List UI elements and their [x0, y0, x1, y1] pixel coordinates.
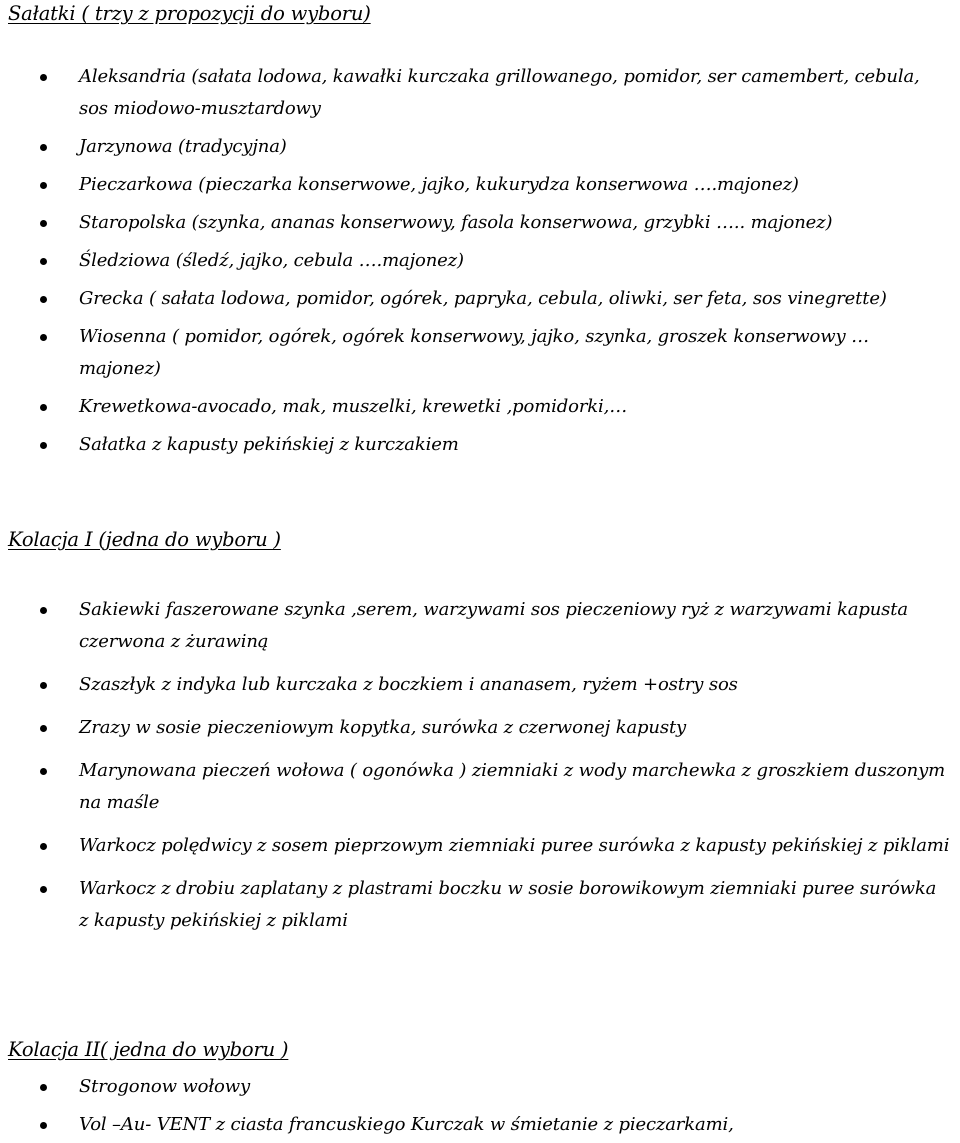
list-item: Śledziowa (śledź, jajko, cebula ….majonez) [0, 245, 950, 277]
dinner-one-list [0, 594, 950, 937]
list-item: Sałatka z kapusty pekińskiej z kurczakiem [0, 429, 950, 461]
salads-list [0, 61, 950, 461]
salads-section-title: Sałatki ( trzy z propozycji do wyboru) [8, 2, 371, 25]
list-item: Vol –Au- VENT z ciasta francuskiego Kurczak w śmietanie z pieczarkami, [0, 1109, 950, 1141]
list-item: Zrazy w sosie pieczeniowym kopytka, surówka z czerwonej kapusty [0, 712, 950, 744]
list-item: Krewetkowa-avocado, mak, muszelki, krewetki ,pomidorki,… [0, 391, 950, 423]
list-item: Aleksandria (sałata lodowa, kawałki kurczaka grillowanego, pomidor, ser camembert, cebula, sos miodowo-musztardowy [0, 61, 950, 125]
list-item: Wiosenna ( pomidor, ogórek, ogórek konserwowy, jajko, szynka, groszek konserwowy … majonez) [0, 321, 950, 385]
list-item: Szaszłyk z indyka lub kurczaka z boczkiem i ananasem, ryżem +ostry sos [0, 669, 950, 701]
list-item: Jarzynowa (tradycyjna) [0, 131, 950, 163]
list-item: Strogonow wołowy [0, 1071, 950, 1103]
list-item: Pieczarkowa (pieczarka konserwowe, jajko, kukurydza konserwowa ….majonez) [0, 169, 950, 201]
list-item: Marynowana pieczeń wołowa ( ogonówka ) ziemniaki z wody marchewka z groszkiem duszonym na maśle [0, 755, 950, 819]
dinner-one-section-title: Kolacja I (jedna do wyboru ) [8, 528, 281, 551]
list-item: Grecka ( sałata lodowa, pomidor, ogórek, papryka, cebula, oliwki, ser feta, sos vinegrette) [0, 283, 950, 315]
dinner-two-section-title: Kolacja II( jedna do wyboru ) [8, 1038, 289, 1061]
list-item: Warkocz polędwicy z sosem pieprzowym ziemniaki puree surówka z kapusty pekińskiej z piklami [0, 830, 950, 862]
list-item: Staropolska (szynka, ananas konserwowy, fasola konserwowa, grzybki ….. majonez) [0, 207, 950, 239]
dinner-two-list [0, 1071, 950, 1141]
list-item: Sakiewki faszerowane szynka ,serem, warzywami sos pieczeniowy ryż z warzywami kapusta czerwona z żurawiną [0, 594, 950, 658]
list-item: Warkocz z drobiu zaplatany z plastrami boczku w sosie borowikowym ziemniaki puree surówka z kapusty pekińskiej z piklami [0, 873, 950, 937]
